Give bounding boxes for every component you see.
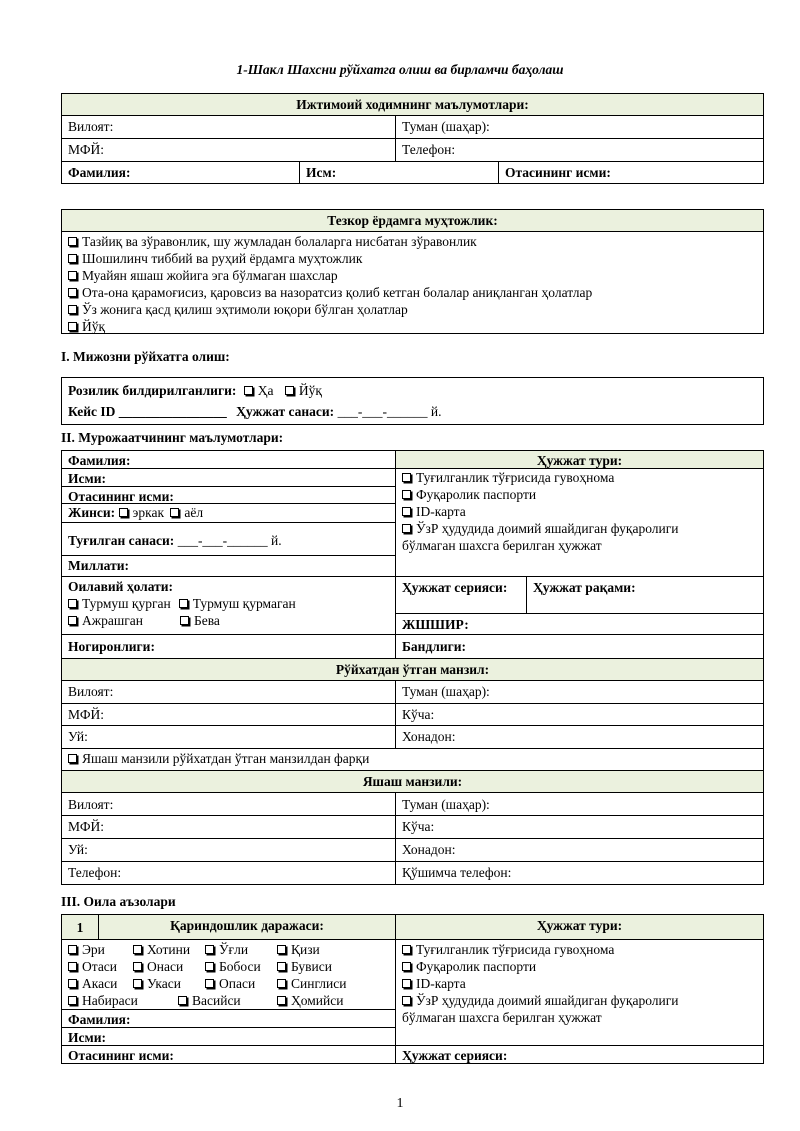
social-worker-header: Ижтимоий ходимнинг маълумотлари: [62, 94, 763, 115]
applicant-name-field[interactable]: Исми: [68, 471, 106, 486]
urgent-option[interactable]: Тазйиқ ва зўравонлик, шу жумладан болаларга нисбатан зўравонлик [68, 233, 592, 250]
family-surname-field[interactable]: Фамилия: [68, 1012, 131, 1027]
checkbox-icon[interactable] [68, 254, 77, 263]
family-doc-type-header: Ҳужжат тури: [536, 918, 623, 933]
checkbox-icon[interactable] [68, 962, 77, 971]
checkbox-icon[interactable] [402, 996, 411, 1005]
reg-district-field[interactable]: Туман (шаҳар): [402, 684, 490, 699]
consent-yes-label: Ҳа [257, 383, 274, 398]
reg-address-header: Рўйхатдан ўтган манзил: [62, 659, 763, 680]
urgent-option[interactable]: Муайян яшаш жойига эга бўлмаган шахслар [68, 267, 592, 284]
checkbox-icon[interactable] [205, 945, 214, 954]
kinship-option[interactable]: Онаси [133, 958, 183, 975]
checkbox-icon[interactable] [68, 945, 77, 954]
checkbox-icon[interactable] [68, 616, 77, 625]
checkbox-icon[interactable] [133, 945, 142, 954]
family-patronymic-field[interactable]: Отасининг исми: [68, 1048, 174, 1063]
kinship-options [68, 941, 394, 1009]
checkbox-icon[interactable] [133, 979, 142, 988]
marital-status-block: Оилавий ҳолати: Турмуш қурган Турмуш қурмаган Ажрашган Бева [68, 579, 296, 628]
checkbox-icon[interactable] [402, 962, 411, 971]
sw-name-field[interactable]: Исм: [306, 165, 337, 180]
family-doc-types: Туғилганлик тўғрисида гувоҳнома Фуқаролик паспорти ID-карта ЎзР ҳудудида доимий яшайдиган фуқаролиги бўлмаган шахсга берилган ҳужжат [402, 942, 679, 1025]
kinship-option[interactable]: Хотини [133, 941, 190, 958]
sw-phone-field[interactable]: Телефон: [402, 142, 456, 157]
birth-date-row: Туғилган санаси: ___-___-______ й. [68, 533, 282, 548]
gender-row: Жинси: эркак аёл [68, 505, 204, 520]
section-1-title: I. Мижозни рўйхатга олиш: [61, 349, 230, 364]
doc-type-option[interactable]: ID-карта [402, 975, 679, 992]
living-address-header: Яшаш манзили: [62, 771, 763, 792]
kinship-option[interactable]: Ҳомийси [277, 992, 343, 1009]
living-mfy-field[interactable]: МФЙ: [68, 819, 104, 834]
checkbox-icon[interactable] [277, 962, 286, 971]
doc-type-option[interactable]: Туғилганлик тўғрисида гувоҳнома [402, 941, 679, 958]
living-extra-phone-field[interactable]: Қўшимча телефон: [402, 865, 512, 880]
family-doc-series-field[interactable]: Ҳужжат серияси: [402, 1048, 508, 1063]
nationality-field[interactable]: Миллати: [68, 558, 129, 573]
checkbox-icon[interactable] [244, 386, 253, 395]
kinship-header: Қариндошлик даражаси: [170, 918, 324, 933]
living-house-field[interactable]: Уй: [68, 842, 88, 857]
living-street-field[interactable]: Кўча: [402, 819, 435, 834]
sw-region-field[interactable]: Вилоят: [68, 119, 114, 134]
sw-surname-field[interactable]: Фамилия: [68, 165, 131, 180]
applicant-patronymic-field[interactable]: Отасининг исми: [68, 489, 174, 504]
reg-region-field[interactable]: Вилоят: [68, 684, 114, 699]
case-id-row: Кейс ID ________________ Ҳужжат санаси: ___-___-______ й. [68, 404, 442, 419]
doc-type-option[interactable]: ЎзР ҳудудида доимий яшайдиган фуқаролиги [402, 992, 679, 1009]
birth-date-field[interactable]: ___-___-______ й. [174, 533, 282, 548]
doc-type-option[interactable]: Туғилганлик тўғрисида гувоҳнома [402, 469, 679, 486]
section-2-title: II. Мурожаатчининг маълумотлари: [61, 430, 284, 445]
reg-house-field[interactable]: Уй: [68, 729, 88, 744]
checkbox-icon[interactable] [277, 945, 286, 954]
checkbox-icon[interactable] [68, 237, 77, 246]
living-phone-field[interactable]: Телефон: [68, 865, 122, 880]
urgent-option[interactable]: Ота-она қарамоғисиз, қаровсиз ва назоратсиз қолиб кетган болалар аниқланган ҳолатлар [68, 284, 592, 301]
checkbox-icon[interactable] [68, 979, 77, 988]
kinship-option[interactable]: Опаси [205, 975, 255, 992]
form-title: 1-Шакл Шахсни рўйхатга олиш ва бирламчи баҳолаш [236, 62, 564, 77]
checkbox-icon[interactable] [402, 524, 411, 533]
checkbox-icon[interactable] [68, 322, 77, 331]
checkbox-icon[interactable] [68, 288, 77, 297]
living-district-field[interactable]: Туман (шаҳар): [402, 797, 490, 812]
kinship-option[interactable]: Укаси [133, 975, 181, 992]
kinship-option[interactable]: Синглиси [277, 975, 346, 992]
checkbox-icon[interactable] [402, 945, 411, 954]
reg-street-field[interactable]: Кўча: [402, 707, 435, 722]
checkbox-icon[interactable] [170, 508, 179, 517]
sw-district-field[interactable]: Туман (шаҳар): [402, 119, 490, 134]
kinship-option[interactable]: Акаси [68, 975, 117, 992]
checkbox-icon[interactable] [68, 271, 77, 280]
applicant-surname-field[interactable]: Фамилия: [68, 453, 131, 468]
kinship-option[interactable]: Отаси [68, 958, 117, 975]
kinship-option[interactable]: Эри [68, 941, 105, 958]
checkbox-icon[interactable] [402, 507, 411, 516]
kinship-option[interactable]: Набираси [68, 992, 138, 1009]
address-differs-option[interactable]: Яшаш манзили рўйхатдан ўтган манзилдан фарқи [68, 750, 369, 767]
living-region-field[interactable]: Вилоят: [68, 797, 114, 812]
disability-field[interactable]: Ногиронлиги: [68, 639, 155, 654]
checkbox-icon[interactable] [285, 386, 294, 395]
checkbox-icon[interactable] [119, 508, 128, 517]
doc-date-field[interactable]: ___-___-______ й. [334, 404, 442, 419]
checkbox-icon[interactable] [180, 616, 189, 625]
urgent-option[interactable]: Йўқ [68, 318, 592, 335]
checkbox-icon[interactable] [133, 962, 142, 971]
pinfl-field[interactable]: ЖШШИР: [402, 617, 469, 632]
sw-mfy-field[interactable]: МФЙ: [68, 142, 104, 157]
checkbox-icon[interactable] [179, 599, 188, 608]
family-member-number: 1 [76, 920, 84, 935]
kinship-option[interactable]: Бобоси [205, 958, 261, 975]
consent-no-label: Йўқ [298, 383, 322, 398]
checkbox-icon[interactable] [205, 962, 214, 971]
case-id-field[interactable]: Кейс ID ________________ [68, 404, 227, 419]
checkbox-icon[interactable] [68, 996, 77, 1005]
checkbox-icon[interactable] [68, 754, 77, 763]
consent-row: Розилик билдирилганлиги: Ҳа Йўқ [68, 383, 322, 398]
checkbox-icon[interactable] [205, 979, 214, 988]
living-apartment-field[interactable]: Хонадон: [402, 842, 456, 857]
checkbox-icon[interactable] [178, 996, 187, 1005]
checkbox-icon[interactable] [277, 979, 286, 988]
urgent-options-list [68, 233, 592, 335]
reg-apartment-field[interactable]: Хонадон: [402, 729, 456, 744]
checkbox-icon[interactable] [402, 490, 411, 499]
checkbox-icon[interactable] [277, 996, 286, 1005]
doc-type-option[interactable]: ЎзР ҳудудида доимий яшайдиган фуқаролиги [402, 520, 679, 537]
kinship-option[interactable]: Васийси [178, 992, 241, 1009]
kinship-option[interactable]: Қизи [277, 941, 320, 958]
checkbox-icon[interactable] [402, 473, 411, 482]
doc-type-header: Ҳужжат тури: [396, 451, 763, 468]
urgent-option[interactable]: Ўз жонига қасд қилиш эҳтимоли юқори бўлган ҳолатлар [68, 301, 592, 318]
doc-type-option[interactable]: ID-карта [402, 503, 679, 520]
section-3-title: III. Оила аъзолари [61, 894, 176, 909]
family-name-field[interactable]: Исми: [68, 1030, 106, 1045]
checkbox-icon[interactable] [68, 305, 77, 314]
applicant-doc-types: Туғилганлик тўғрисида гувоҳнома Фуқаролик паспорти ID-карта ЎзР ҳудудида доимий яшайдиган фуқаролиги бўлмаган шахсга берилган ҳужжат [402, 470, 679, 553]
urgent-header: Тезкор ёрдамга муҳтожлик: [62, 210, 763, 231]
kinship-option[interactable]: Бувиси [277, 958, 332, 975]
doc-type-option[interactable]: Фуқаролик паспорти [402, 486, 679, 503]
employment-field[interactable]: Бандлиги: [402, 639, 467, 654]
page-number: 1 [396, 1096, 404, 1111]
checkbox-icon[interactable] [402, 979, 411, 988]
doc-series-field[interactable]: Ҳужжат серияси: [402, 580, 508, 595]
checkbox-icon[interactable] [68, 599, 77, 608]
kinship-option[interactable]: Ўғли [205, 941, 248, 958]
doc-type-option[interactable]: Фуқаролик паспорти [402, 958, 679, 975]
sw-patronymic-field[interactable]: Отасининг исми: [505, 165, 611, 180]
doc-number-field[interactable]: Ҳужжат рақами: [533, 580, 636, 595]
reg-mfy-field[interactable]: МФЙ: [68, 707, 104, 722]
urgent-option[interactable]: Шошилинч тиббий ва руҳий ёрдамга муҳтожлик [68, 250, 592, 267]
